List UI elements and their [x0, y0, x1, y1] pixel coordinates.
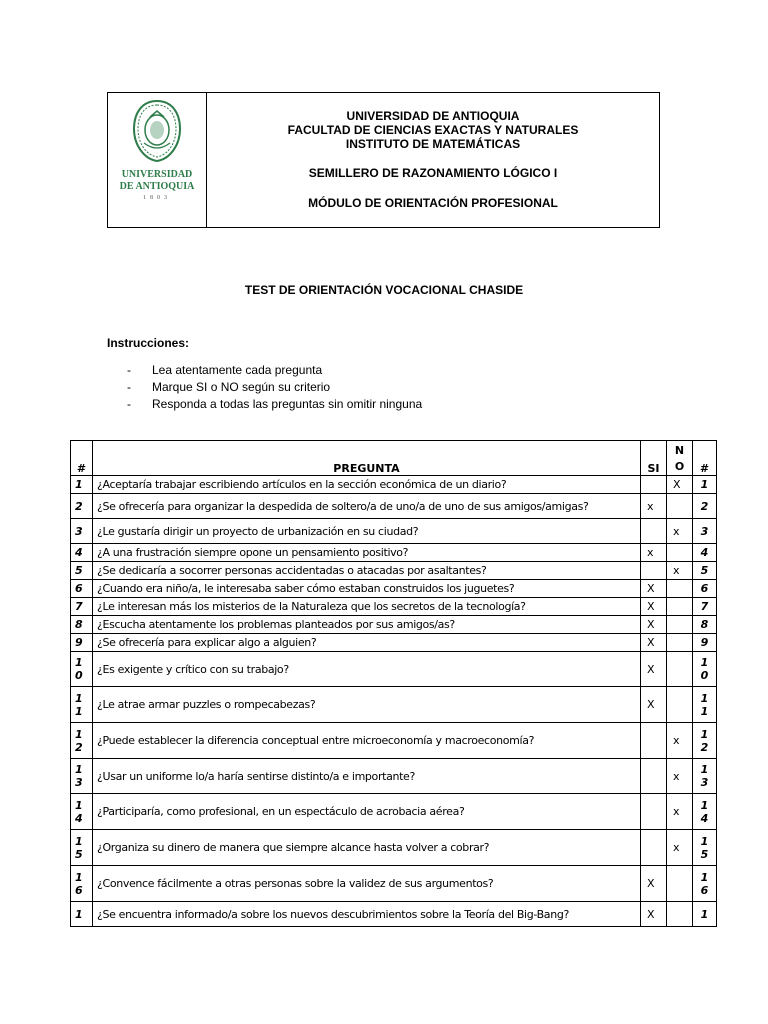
row-num2	[693, 687, 717, 723]
row-num	[71, 723, 93, 759]
seminar-title: SEMILLERO DE RAZONAMIENTO LÓGICO I	[308, 166, 558, 180]
row-num: 1	[71, 476, 93, 494]
row-num-digit: 1	[75, 656, 83, 669]
faculty-title: FACULTAD DE CIENCIAS EXACTAS Y NATURALES	[287, 123, 579, 137]
logo-line-2: DE ANTIOQUIA	[119, 181, 195, 192]
row-question: ¿A una frustración siempre opone un pensamiento positivo?	[93, 544, 641, 562]
row-si[interactable]	[641, 476, 667, 494]
row-num-digit: 1	[700, 834, 709, 848]
row-num: 3	[71, 519, 93, 544]
institute-title: INSTITUTO DE MATEMÁTICAS	[345, 137, 521, 151]
row-num	[71, 652, 93, 687]
row-no[interactable]: x	[667, 794, 693, 830]
row-num2	[693, 759, 717, 794]
row-si[interactable]: X	[641, 902, 667, 927]
row-num2: 6	[693, 580, 717, 598]
row-no[interactable]	[667, 652, 693, 687]
table-row	[71, 902, 717, 927]
row-num2: 9	[693, 634, 717, 652]
row-question: ¿Se ofrecería para explicar algo a alguien?	[93, 634, 641, 652]
instruction-item: - Lea atentamente cada pregunta	[127, 362, 422, 379]
row-num-digit: 4	[700, 811, 709, 825]
row-num-digit: 3	[700, 776, 709, 789]
row-question: ¿Le atrae armar puzzles o rompecabezas?	[93, 687, 641, 723]
table-row	[71, 634, 717, 652]
row-si[interactable]	[641, 723, 667, 759]
row-no[interactable]	[667, 616, 693, 634]
row-num	[71, 866, 93, 902]
table-row	[71, 687, 717, 723]
row-num-digit: 1	[75, 870, 83, 884]
row-num-digit: 1	[75, 727, 83, 741]
row-no[interactable]	[667, 902, 693, 927]
table-row	[71, 494, 717, 519]
row-num: 1	[71, 902, 93, 927]
row-no[interactable]: x	[667, 723, 693, 759]
row-num-digit: 1	[700, 656, 709, 669]
row-si[interactable]	[641, 519, 667, 544]
row-num-digit: 1	[700, 691, 709, 705]
header-no-label: N O	[674, 444, 685, 473]
row-num-digit: 1	[75, 691, 83, 705]
row-num-digit: 1	[75, 763, 83, 776]
header-question: PREGUNTA	[93, 441, 641, 476]
row-question: ¿Cuando era niño/a, le interesaba saber cómo estaban construidos los juguetes?	[93, 580, 641, 598]
row-si[interactable]: x	[641, 494, 667, 519]
row-no[interactable]	[667, 580, 693, 598]
header-no	[667, 441, 693, 476]
row-num: 8	[71, 616, 93, 634]
header-num2: #	[693, 441, 717, 476]
row-no[interactable]	[667, 866, 693, 902]
header-box	[107, 92, 660, 228]
row-num2: 1	[693, 476, 717, 494]
row-num-digit: 1	[75, 704, 83, 718]
table-row	[71, 723, 717, 759]
row-no[interactable]	[667, 494, 693, 519]
table-row	[71, 616, 717, 634]
row-num2: 2	[693, 494, 717, 519]
row-num-digit: 1	[700, 763, 709, 776]
row-question: ¿Escucha atentamente los problemas planteados por sus amigos/as?	[93, 616, 641, 634]
table-row	[71, 580, 717, 598]
table-row	[71, 519, 717, 544]
row-num-digit: 1	[700, 704, 709, 718]
row-si[interactable]: X	[641, 687, 667, 723]
row-no[interactable]: x	[667, 519, 693, 544]
row-num-digit: 0	[700, 669, 709, 682]
row-si[interactable]: X	[641, 580, 667, 598]
row-num2: 3	[693, 519, 717, 544]
row-si[interactable]: x	[641, 544, 667, 562]
logo-cell	[108, 93, 207, 227]
test-title: TEST DE ORIENTACIÓN VOCACIONAL CHASIDE	[244, 283, 524, 297]
row-num-digit: 5	[700, 847, 709, 861]
university-title: UNIVERSIDAD DE ANTIOQUIA	[346, 109, 520, 123]
row-si[interactable]	[641, 759, 667, 794]
row-num-digit: 6	[75, 883, 83, 897]
header-si: SI	[641, 441, 667, 476]
row-question: ¿Le gustaría dirigir un proyecto de urbanización en su ciudad?	[93, 519, 641, 544]
instruction-item: - Marque SI o NO según su criterio	[127, 379, 422, 396]
row-si[interactable]: X	[641, 598, 667, 616]
table-header-row	[71, 441, 717, 476]
row-num2	[693, 866, 717, 902]
row-num2: 8	[693, 616, 717, 634]
row-num: 9	[71, 634, 93, 652]
row-num-digit: 1	[700, 727, 709, 741]
row-question: ¿Se ofrecería para organizar la despedida de soltero/a de uno/a de uno de sus amigos/amigas?	[93, 494, 641, 519]
row-num2: 7	[693, 598, 717, 616]
row-num-digit: 3	[75, 776, 83, 789]
row-si[interactable]: X	[641, 616, 667, 634]
row-si[interactable]: X	[641, 634, 667, 652]
row-num2: 5	[693, 562, 717, 580]
row-no[interactable]	[667, 598, 693, 616]
row-si[interactable]	[641, 562, 667, 580]
row-num2	[693, 652, 717, 687]
instructions-list	[127, 362, 422, 413]
row-question: ¿Usar un uniforme lo/a haría sentirse distinto/a e importante?	[93, 759, 641, 794]
table-row	[71, 794, 717, 830]
row-num	[71, 794, 93, 830]
header-num: #	[71, 441, 93, 476]
row-si[interactable]: X	[641, 652, 667, 687]
row-num2	[693, 723, 717, 759]
table-row	[71, 598, 717, 616]
row-num-digit: 2	[75, 740, 83, 754]
row-num-digit: 0	[75, 669, 83, 682]
row-no[interactable]: X	[667, 476, 693, 494]
logo-line-1: UNIVERSIDAD	[121, 169, 193, 180]
row-question: ¿Convence fácilmente a otras personas sobre la validez de sus argumentos?	[93, 866, 641, 902]
row-num-digit: 1	[75, 798, 83, 812]
row-question: ¿Organiza su dinero de manera que siempre alcance hasta volver a cobrar?	[93, 830, 641, 866]
row-num-digit: 1	[75, 834, 83, 848]
questions-table	[70, 440, 717, 927]
logo-year: 1803	[143, 195, 171, 201]
table-row	[71, 544, 717, 562]
instruction-item: - Responda a todas las preguntas sin omitir ninguna	[127, 396, 422, 413]
row-num-digit: 1	[700, 870, 709, 884]
row-num2: 1	[693, 902, 717, 927]
row-num	[71, 687, 93, 723]
table-row	[71, 476, 717, 494]
row-question: ¿Es exigente y crítico con su trabajo?	[93, 652, 641, 687]
row-num: 2	[71, 494, 93, 519]
row-num: 7	[71, 598, 93, 616]
row-num: 4	[71, 544, 93, 562]
row-num: 6	[71, 580, 93, 598]
row-question: ¿Le interesan más los misterios de la Naturaleza que los secretos de la tecnología?	[93, 598, 641, 616]
row-num-digit: 2	[700, 740, 709, 754]
row-no[interactable]: x	[667, 562, 693, 580]
table-row	[71, 866, 717, 902]
row-num2: 4	[693, 544, 717, 562]
row-num	[71, 759, 93, 794]
row-no[interactable]: x	[667, 830, 693, 866]
table-row	[71, 830, 717, 866]
row-no[interactable]	[667, 544, 693, 562]
row-si[interactable]: X	[641, 866, 667, 902]
module-title: MÓDULO DE ORIENTACIÓN PROFESIONAL	[308, 196, 558, 210]
table-row	[71, 562, 717, 580]
row-question: ¿Puede establecer la diferencia conceptual entre microeconomía y macroeconomía?	[93, 723, 641, 759]
row-si[interactable]	[641, 794, 667, 830]
row-num	[71, 830, 93, 866]
row-question: ¿Se encuentra informado/a sobre los nuevos descubrimientos sobre la Teoría del Big-Bang?	[93, 902, 641, 927]
row-question: ¿Participaría, como profesional, en un espectáculo de acrobacia aérea?	[93, 794, 641, 830]
row-num2	[693, 794, 717, 830]
row-question: ¿Se dedicaría a socorrer personas accidentadas o atacadas por asaltantes?	[93, 562, 641, 580]
row-num: 5	[71, 562, 93, 580]
row-num-digit: 6	[700, 883, 709, 897]
row-question: ¿Aceptaría trabajar escribiendo artículos en la sección económica de un diario?	[93, 476, 641, 494]
row-no[interactable]	[667, 687, 693, 723]
university-seal-icon	[128, 99, 186, 163]
row-num2	[693, 830, 717, 866]
instructions-title: Instrucciones:	[107, 336, 190, 350]
row-no[interactable]: x	[667, 759, 693, 794]
row-num-digit: 4	[75, 811, 83, 825]
row-num-digit: 1	[700, 798, 709, 812]
table-row	[71, 759, 717, 794]
row-si[interactable]	[641, 830, 667, 866]
row-no[interactable]	[667, 634, 693, 652]
table-row	[71, 652, 717, 687]
row-num-digit: 5	[75, 847, 83, 861]
